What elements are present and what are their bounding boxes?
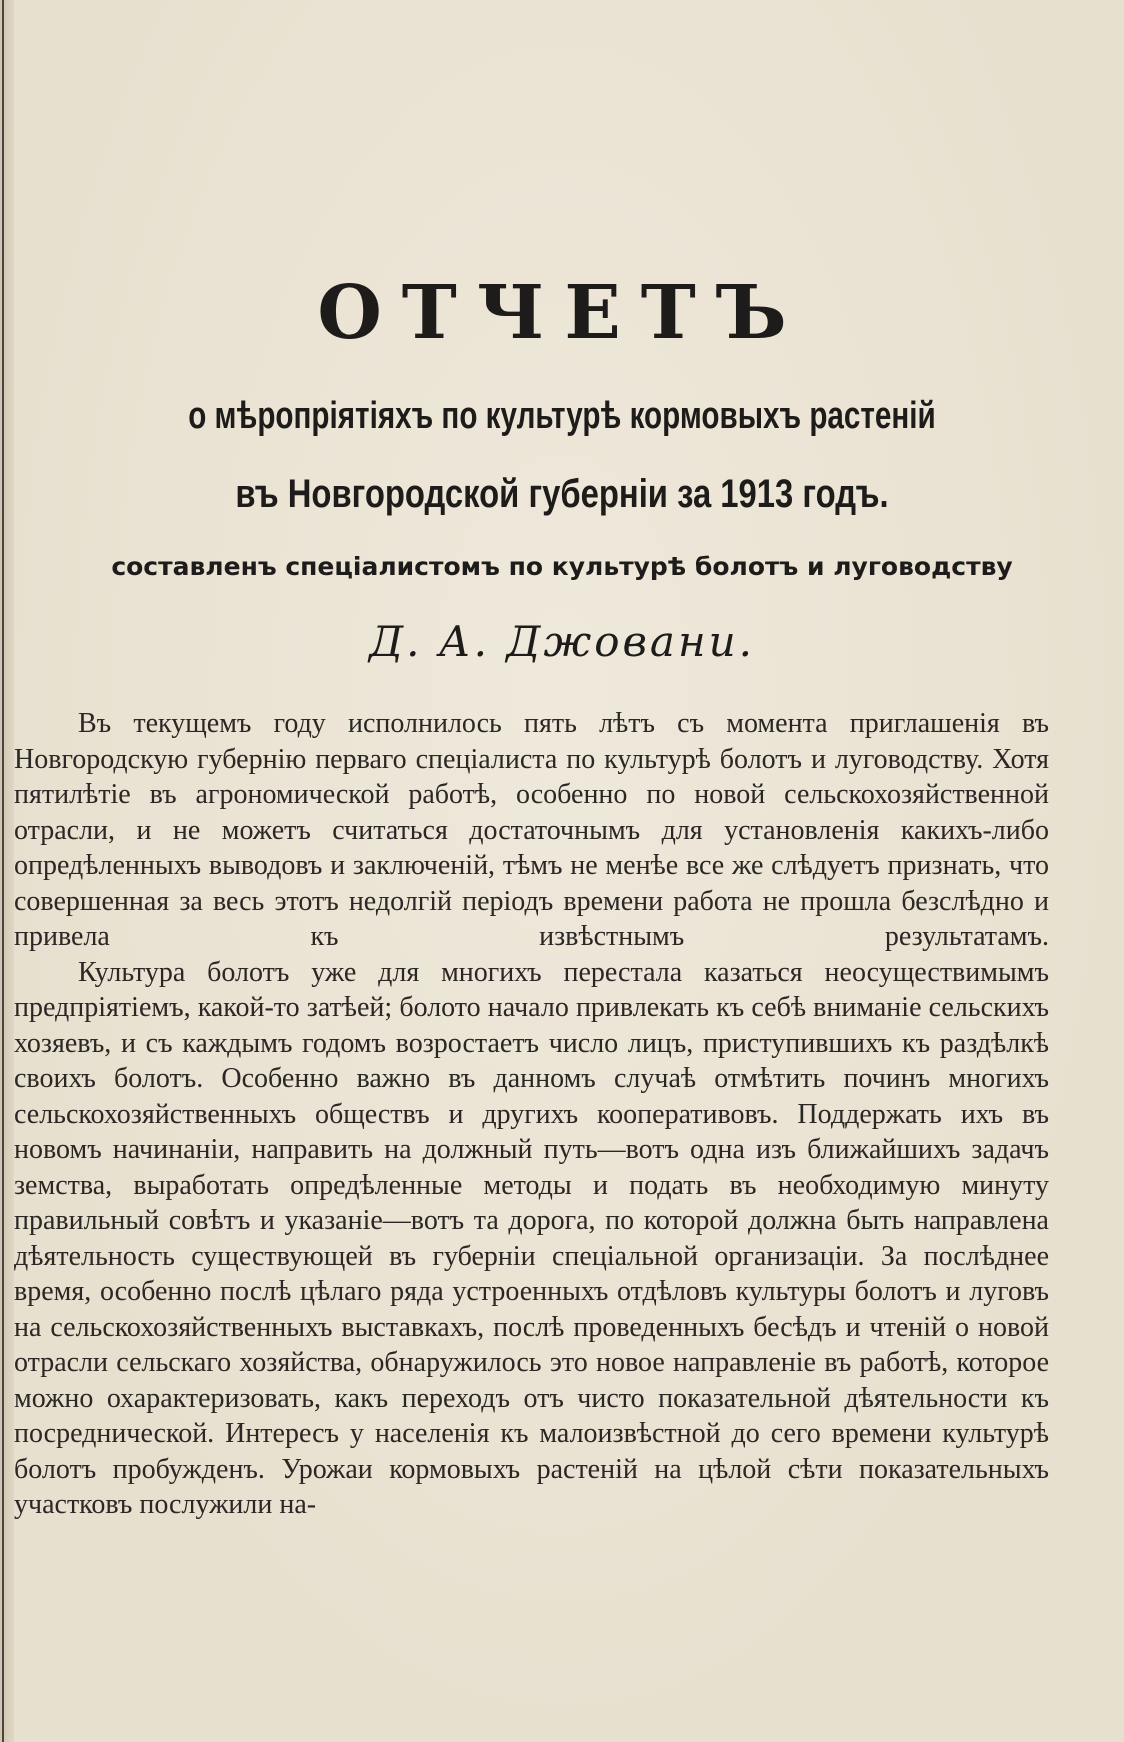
- paragraph-1: Въ текущемъ году исполнилось пять лѣтъ съ момента приглашенія въ Новгородскую губернію перваго спеціалиста по культурѣ болотъ и луговодству. Хотя пятилѣтіе въ агрономической работѣ, особенно по новой сельскохозяйственной отрасли, и не можетъ считаться достаточнымъ для установленія какихъ-либо опредѣленныхъ выводовъ и заключеній, тѣмъ не менѣе все же слѣдуетъ признать, что совершенная за весь этотъ недолгій періодъ времени работа не прошла безслѣдно и привела къ извѣстнымъ результатамъ.: [14, 708, 1049, 952]
- binding-line: [2, 0, 4, 1742]
- report-title: ОТЧЕТЪ: [317, 270, 807, 356]
- compiled-by-line: составленъ спеціалистомъ по культурѣ болотъ и луговодству: [111, 552, 1013, 581]
- body-text: [14, 706, 1049, 1523]
- report-subtitle-line-2: въ Новгородской губерніи за 1913 годъ.: [235, 472, 889, 516]
- report-subtitle-line-1: о мѣропріятіяхъ по культурѣ кормовыхъ растеній: [188, 395, 936, 437]
- author-name: Д. А. Джовани.: [368, 617, 756, 666]
- paragraph-2: Культура болотъ уже для многихъ перестала казаться неосуществимымъ предпріятіемъ, какой-то затѣей; болото начало привлекать къ себѣ вниманіе сельскихъ хозяевъ, и съ каждымъ годомъ возростаетъ число лицъ, приступившихъ къ раздѣлкѣ своихъ болотъ. Особенно важно въ данномъ случаѣ отмѣтить починъ многихъ сельскохозяйственныхъ обществъ и другихъ кооперативовъ. Поддержать ихъ въ новомъ начинаніи, направить на должный путь—вотъ одна изъ ближайшихъ задачъ земства, выработать опредѣленные методы и подать въ необходимую минуту правильный совѣтъ и указаніе—вотъ та дорога, по которой должна быть направлена дѣятельность существующей въ губерніи спеціальной организаціи. За послѣднее время, особенно послѣ цѣлаго ряда устроенныхъ отдѣловъ культуры болотъ и луговъ на сельскохозяйственныхъ выставкахъ, послѣ проведенныхъ бесѣдъ и чтеній о новой отрасли сельскаго хозяйства, обнаружилось это новое направленіе въ работѣ, которое можно охарактеризовать, какъ переходъ отъ чисто показательной дѣятельности къ посреднической. Интересъ у населенія къ малоизвѣстной до сего времени культурѣ болотъ пробужденъ. Урожаи кормовыхъ растеній на цѣлой сѣти показательныхъ участковъ послужили на-: [14, 956, 1049, 1520]
